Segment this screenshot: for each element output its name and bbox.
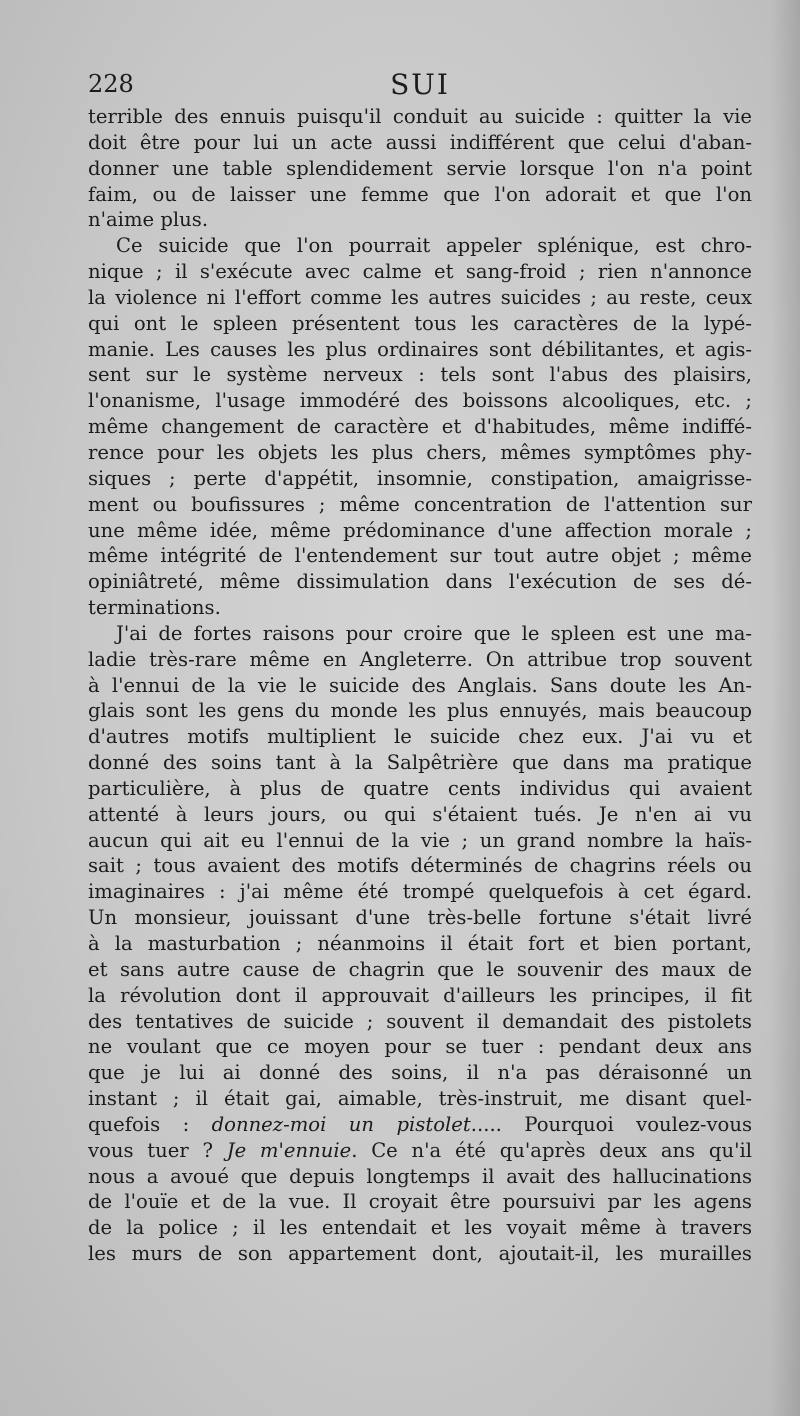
text-run: . Ce n'a été qu'après deux ans qu'il bbox=[351, 1138, 753, 1162]
text-line: que je lui ai donné des soins, il n'a pas déraisonné un bbox=[88, 1061, 752, 1085]
text-line: siques ; perte d'appétit, insomnie, constipation, amaigrisse- bbox=[88, 466, 752, 490]
text-line: attenté à leurs jours, ou qui s'étaient tués. Je n'en ai vu bbox=[88, 802, 752, 826]
text-line: n'aime plus. bbox=[88, 208, 209, 232]
italic-quote: Je m'ennuie bbox=[226, 1138, 352, 1162]
text-line: sent sur le système nerveux : tels sont l'abus des plaisirs, bbox=[88, 363, 752, 387]
text-line: particulière, à plus de quatre cents individus qui avaient bbox=[88, 776, 752, 800]
text-line: J'ai de fortes raisons pour croire que le spleen est une ma- bbox=[116, 621, 752, 645]
page-edge-shadow bbox=[770, 0, 800, 1416]
body-text bbox=[88, 104, 752, 1267]
text-line: de la police ; il les entendait et les voyait même à travers bbox=[88, 1216, 752, 1240]
paragraph-3 bbox=[88, 621, 752, 1267]
text-line: Ce suicide que l'on pourrait appeler splénique, est chro- bbox=[116, 234, 752, 258]
text-line: nous a avoué que depuis longtemps il avait des hallucinations bbox=[88, 1164, 752, 1188]
text-line: la révolution dont il approuvait d'ailleurs les principes, il fit bbox=[88, 983, 752, 1007]
paragraph-2 bbox=[88, 233, 752, 621]
text-line: doit être pour lui un acte aussi indifférent que celui d'aban- bbox=[88, 130, 752, 154]
text-line: l'onanisme, l'usage immodéré des boissons alcooliques, etc. ; bbox=[88, 389, 752, 413]
text-line: imaginaires : j'ai même été trompé quelquefois à cet égard. bbox=[88, 880, 752, 904]
text-line: terrible des ennuis puisqu'il conduit au suicide : quitter la vie bbox=[88, 105, 752, 128]
text-line: même changement de caractère et d'habitudes, même indiffé- bbox=[88, 415, 752, 439]
text-line bbox=[88, 1112, 752, 1138]
paragraph-1 bbox=[88, 104, 752, 233]
text-line: la violence ni l'effort comme les autres suicides ; au reste, ceux bbox=[88, 285, 752, 309]
text-line: Un monsieur, jouissant d'une très-belle fortune s'était livré bbox=[88, 906, 752, 930]
text-line: les murs de son appartement dont, ajoutait-il, les murailles bbox=[88, 1242, 752, 1266]
text-line: sait ; tous avaient des motifs déterminés de chagrins réels ou bbox=[88, 854, 752, 878]
text-line: ladie très-rare même en Angleterre. On attribue trop souvent bbox=[88, 647, 752, 671]
text-line: donné des soins tant à la Salpêtrière que dans ma pratique bbox=[88, 751, 752, 775]
text-line: donner une table splendidement servie lorsque l'on n'a point bbox=[88, 156, 752, 180]
text-line: qui ont le spleen présentent tous les caractères de la lypé- bbox=[88, 311, 752, 335]
text-line: une même idée, même prédominance d'une affection morale ; bbox=[88, 518, 752, 542]
text-line bbox=[88, 1138, 752, 1164]
text-line: instant ; il était gai, aimable, très-instruit, me disant quel- bbox=[88, 1087, 752, 1111]
page-header bbox=[88, 70, 752, 106]
text-line: faim, ou de laisser une femme que l'on adorait et que l'on bbox=[88, 182, 752, 206]
text-line: rence pour les objets les plus chers, mêmes symptômes phy- bbox=[88, 440, 752, 464]
text-run: vous tuer ? bbox=[88, 1138, 227, 1162]
text-line: nique ; il s'exécute avec calme et sang-froid ; rien n'annonce bbox=[88, 260, 752, 284]
text-line: opiniâtreté, même dissimulation dans l'exécution de ses dé- bbox=[88, 570, 752, 594]
italic-quote: donnez-moi un pistolet bbox=[211, 1112, 471, 1136]
text-run: quefois : bbox=[88, 1112, 212, 1136]
text-line: glais sont les gens du monde les plus ennuyés, mais beaucoup bbox=[88, 699, 752, 723]
text-line: ment ou boufissures ; même concentration de l'attention sur bbox=[88, 492, 752, 516]
text-line: ne voulant que ce moyen pour se tuer : pendant deux ans bbox=[88, 1035, 752, 1059]
text-line: des tentatives de suicide ; souvent il demandait des pistolets bbox=[88, 1009, 752, 1033]
text-line: même intégrité de l'entendement sur tout autre objet ; même bbox=[88, 544, 752, 568]
text-line: et sans autre cause de chagrin que le souvenir des maux de bbox=[88, 957, 752, 981]
text-line: d'autres motifs multiplient le suicide chez eux. J'ai vu et bbox=[88, 725, 752, 749]
text-line: de l'ouïe et de la vue. Il croyait être poursuivi par les agens bbox=[88, 1190, 752, 1214]
text-line: à la masturbation ; néanmoins il était fort et bien portant, bbox=[88, 932, 752, 955]
running-head: SUI bbox=[390, 68, 450, 101]
text-line: à l'ennui de la vie le suicide des Anglais. Sans doute les An- bbox=[88, 673, 752, 697]
text-line: aucun qui ait eu l'ennui de la vie ; un grand nombre la haïs- bbox=[88, 828, 752, 852]
text-line: manie. Les causes les plus ordinaires sont débilitantes, et agis- bbox=[88, 337, 752, 361]
page-number: 228 bbox=[88, 70, 134, 98]
text-run: ..... Pourquoi voulez-vous bbox=[470, 1112, 753, 1136]
text-line: terminations. bbox=[88, 596, 221, 620]
